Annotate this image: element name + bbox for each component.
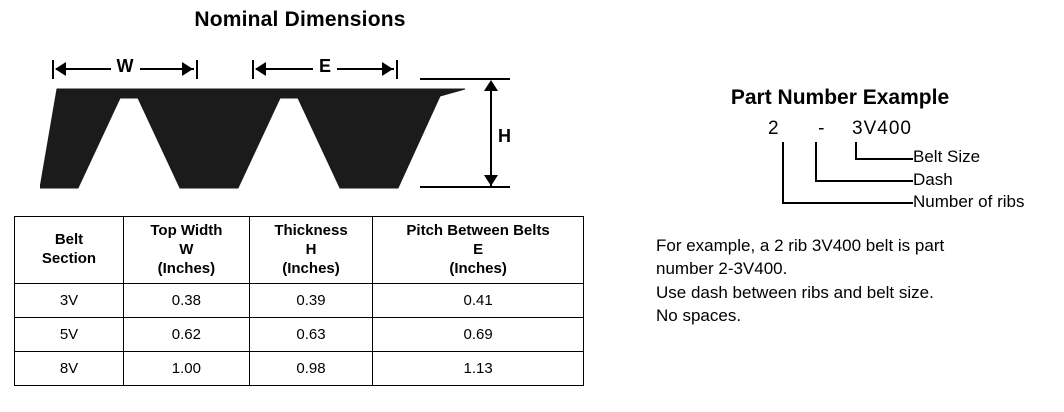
description-text [656, 234, 1056, 328]
w-dimension-indicator [52, 58, 198, 80]
callout-dash: Dash [913, 170, 953, 189]
description-line-1: For example, a 2 rib 3V400 belt is part [656, 236, 945, 255]
column-header-top-width [123, 217, 249, 284]
header-pitch-line1: Pitch Between Belts [406, 222, 550, 239]
w-label: W [111, 56, 140, 76]
header-belt-section-line2: Section [41, 250, 97, 268]
part-number-example [640, 118, 1040, 140]
leader-ribs-vertical [782, 142, 784, 204]
column-header-belt-section [15, 217, 124, 284]
w-label-wrap [52, 56, 198, 77]
e-label-wrap [252, 56, 398, 77]
belt-spec-table [14, 216, 584, 386]
nominal-dimensions-title: Nominal Dimensions [194, 8, 406, 31]
header-thickness-line3: (Inches) [282, 259, 340, 277]
header-top-width-line2: W [179, 240, 194, 258]
cell-pitch: 1.13 [373, 352, 584, 386]
callout-number-of-ribs: Number of ribs [913, 192, 1025, 211]
header-pitch-line2: E [473, 240, 484, 258]
header-pitch-line3: (Inches) [449, 259, 507, 277]
description-line-2: number 2-3V400. [656, 259, 788, 279]
callout-belt-size: Belt Size [913, 147, 981, 166]
header-belt-section-line1: Belt [54, 231, 84, 249]
e-label: E [313, 56, 337, 76]
part-number-size: 3V400 [852, 118, 912, 139]
cell-pitch: 0.69 [373, 318, 584, 352]
e-dimension-indicator [252, 58, 398, 80]
column-header-pitch-between-belts [373, 217, 584, 284]
part-number-title: Part Number Example [730, 86, 950, 109]
table-header-row [15, 217, 584, 284]
header-thickness-line1: Thickness [274, 222, 348, 239]
part-number-ribs: 2 [768, 118, 780, 139]
cell-top-width: 0.62 [123, 318, 249, 352]
table-row [15, 318, 584, 352]
h-dimension-indicator [420, 78, 530, 198]
table-row [15, 352, 584, 386]
belt-cross-section-drawing [40, 84, 480, 209]
part-number-dash: - [818, 118, 826, 139]
description-line-4: No spaces. [656, 306, 742, 326]
part-number-panel [640, 0, 1064, 412]
h-dimension-line [490, 82, 492, 186]
leader-belt-size-horizontal [855, 158, 913, 160]
cell-belt-section: 5V [15, 318, 124, 352]
cell-thickness: 0.39 [249, 284, 372, 318]
column-header-thickness [249, 217, 372, 284]
cell-top-width: 0.38 [123, 284, 249, 318]
table-header [15, 217, 584, 284]
leader-dash-horizontal [815, 180, 913, 182]
leader-dash-vertical [815, 142, 817, 182]
description-line-3: Use dash between ribs and belt size. [656, 282, 934, 302]
h-arrow-down-icon [484, 175, 498, 186]
cell-top-width: 1.00 [123, 352, 249, 386]
cell-pitch: 0.41 [373, 284, 584, 318]
header-thickness-line2: H [305, 240, 317, 258]
leader-ribs-horizontal [782, 202, 913, 204]
header-top-width-line3: (Inches) [157, 259, 216, 277]
h-label: H [498, 126, 511, 146]
cell-thickness: 0.98 [249, 352, 372, 386]
cell-belt-section: 8V [15, 352, 124, 386]
cell-thickness: 0.63 [249, 318, 372, 352]
cell-belt-section: 3V [15, 284, 124, 318]
table-body [15, 284, 584, 386]
h-extension-bottom [420, 186, 510, 188]
h-arrow-up-icon [484, 80, 498, 91]
header-top-width-line1: Top Width [150, 222, 223, 239]
table-row [15, 284, 584, 318]
